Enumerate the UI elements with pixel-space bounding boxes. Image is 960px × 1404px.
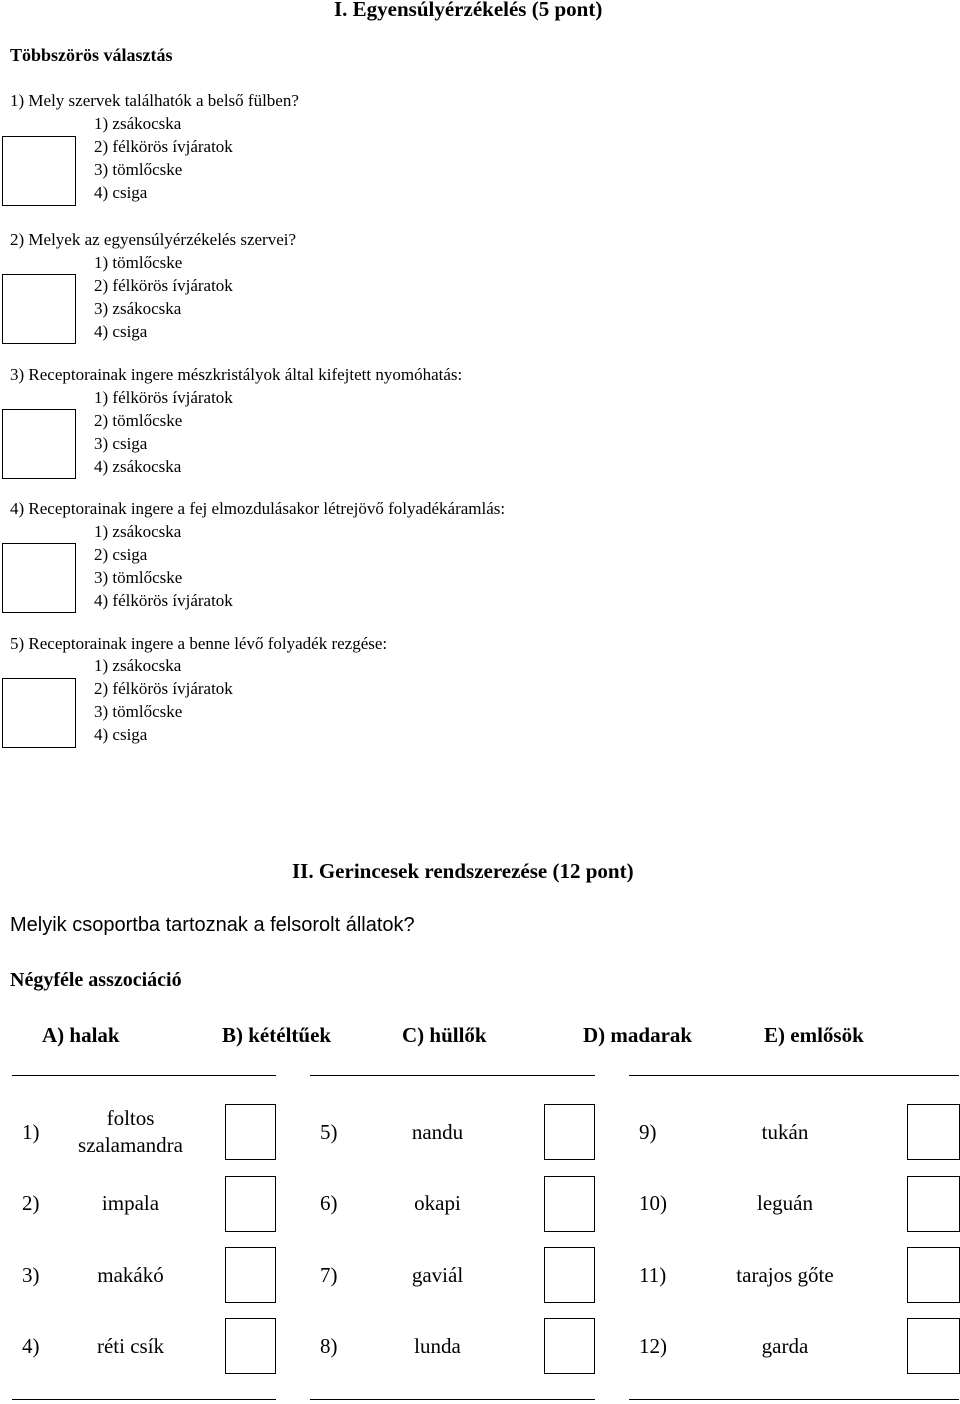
question-5-option-2: 2) félkörös ívjáratok: [94, 679, 233, 698]
question-3-text: 3) Receptorainak ingere mészkristályok által kifejtett nyomóhatás:: [10, 365, 463, 384]
question-2-option-1: 1) tömlőcske: [94, 253, 183, 272]
question-1-option-4: 4) csiga: [94, 183, 148, 202]
question-5-option-4: 4) csiga: [94, 725, 148, 744]
question-2-option-4: 4) csiga: [94, 322, 148, 341]
question-3-option-1: 1) félkörös ívjáratok: [94, 388, 233, 407]
item-2-answer-box[interactable]: [225, 1176, 276, 1232]
item-1-number: 1): [22, 1120, 40, 1144]
question-4-option-4: 4) félkörös ívjáratok: [94, 591, 233, 610]
question-5-answer-box[interactable]: [2, 678, 76, 748]
question-4-option-3: 3) tömlőcske: [94, 568, 183, 587]
item-10-answer-box[interactable]: [907, 1176, 960, 1232]
item-1-name: foltos szalamandra: [78, 1106, 183, 1157]
question-4-option-1: 1) zsákocska: [94, 522, 182, 541]
separator-line: [629, 1399, 959, 1400]
question-4-answer-box[interactable]: [2, 543, 76, 613]
item-11-name: tarajos gőte: [736, 1263, 834, 1287]
item-9-number: 9): [639, 1120, 657, 1144]
item-12-number: 12): [639, 1334, 667, 1358]
item-7-name: gaviál: [411, 1263, 464, 1287]
question-2-option-2: 2) félkörös ívjáratok: [94, 276, 233, 295]
item-6-answer-box[interactable]: [544, 1176, 595, 1232]
item-8-answer-box[interactable]: [544, 1318, 595, 1374]
item-9-answer-box[interactable]: [907, 1104, 960, 1160]
question-1-option-1: 1) zsákocska: [94, 114, 182, 133]
question-1-text: 1) Mely szervek találhatók a belső fülben?: [10, 91, 299, 110]
question-2-answer-box[interactable]: [2, 274, 76, 344]
item-6-name: okapi: [414, 1191, 461, 1215]
question-1-option-3: 3) tömlőcske: [94, 160, 183, 179]
separator-line: [12, 1399, 276, 1400]
category-c: C) hüllők: [402, 1023, 487, 1047]
item-5-number: 5): [320, 1120, 338, 1144]
category-e: E) emlősök: [764, 1023, 864, 1047]
item-8-number: 8): [320, 1334, 338, 1358]
category-d: D) madarak: [583, 1023, 693, 1047]
item-4-name: réti csík: [96, 1334, 165, 1358]
item-9-name: tukán: [761, 1120, 809, 1144]
item-12-answer-box[interactable]: [907, 1318, 960, 1374]
question-3-option-2: 2) tömlőcske: [94, 411, 183, 430]
question-2-option-3: 3) zsákocska: [94, 299, 182, 318]
question-5-option-3: 3) tömlőcske: [94, 702, 183, 721]
item-3-name: makákó: [97, 1263, 164, 1287]
category-b: B) kétéltűek: [222, 1023, 332, 1047]
question-4-option-2: 2) csiga: [94, 545, 148, 564]
item-5-answer-box[interactable]: [544, 1104, 595, 1160]
item-2-number: 2): [22, 1191, 40, 1215]
question-1-option-2: 2) félkörös ívjáratok: [94, 137, 233, 156]
item-2-name: impala: [101, 1191, 160, 1215]
question-2-text: 2) Melyek az egyensúlyérzékelés szervei?: [10, 230, 297, 249]
section1-title: I. Egyensúlyérzékelés (5 pont): [334, 0, 603, 21]
item-1-answer-box[interactable]: [225, 1104, 276, 1160]
section1-subtitle: Többszörös választás: [10, 45, 173, 65]
separator-line: [629, 1075, 959, 1076]
separator-line: [310, 1075, 595, 1076]
separator-line: [310, 1399, 595, 1400]
section2-subtitle: Négyféle asszociáció: [10, 969, 182, 991]
item-4-number: 4): [22, 1334, 40, 1358]
category-a: A) halak: [42, 1023, 120, 1047]
question-4-text: 4) Receptorainak ingere a fej elmozdulásakor létrejövő folyadékáramlás:: [10, 499, 506, 518]
question-5-text: 5) Receptorainak ingere a benne lévő folyadék rezgése:: [10, 634, 388, 653]
question-3-answer-box[interactable]: [2, 409, 76, 479]
item-3-answer-box[interactable]: [225, 1247, 276, 1303]
item-11-answer-box[interactable]: [907, 1247, 960, 1303]
item-11-number: 11): [639, 1263, 667, 1287]
item-10-name: leguán: [757, 1191, 813, 1215]
item-10-number: 10): [639, 1191, 667, 1215]
section2-question: Melyik csoportba tartoznak a felsorolt állatok?: [10, 914, 415, 936]
question-5-option-1: 1) zsákocska: [94, 656, 182, 675]
question-3-option-4: 4) zsákocska: [94, 457, 182, 476]
item-3-number: 3): [22, 1263, 40, 1287]
question-3-option-3: 3) csiga: [94, 434, 148, 453]
item-12-name: garda: [761, 1334, 809, 1358]
item-4-answer-box[interactable]: [225, 1318, 276, 1374]
item-7-number: 7): [320, 1263, 338, 1287]
item-7-answer-box[interactable]: [544, 1247, 595, 1303]
item-6-number: 6): [320, 1191, 338, 1215]
question-1-answer-box[interactable]: [2, 136, 76, 206]
item-5-name: nandu: [411, 1120, 464, 1144]
section2-title: II. Gerincesek rendszerezése (12 pont): [292, 859, 634, 883]
separator-line: [12, 1075, 276, 1076]
item-8-name: lunda: [414, 1334, 461, 1358]
